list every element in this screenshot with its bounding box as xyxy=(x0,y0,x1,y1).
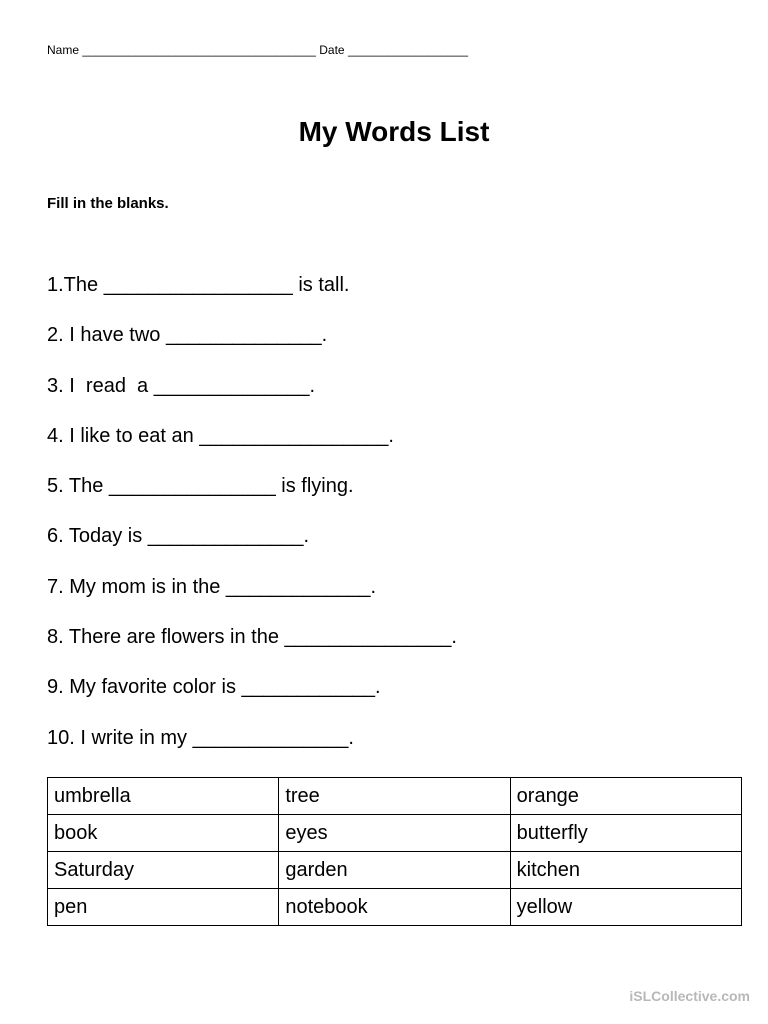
table-row xyxy=(48,889,742,926)
sentence-3: 3. I read a ______________. xyxy=(47,374,316,397)
sentence-2: 2. I have two ______________. xyxy=(47,324,328,347)
sentence-8: 8. There are flowers in the _______________. xyxy=(47,626,457,649)
sentence-6: 6. Today is ______________. xyxy=(47,525,310,548)
word-bank-table xyxy=(47,777,742,926)
sentence-10: 10. I write in my ______________. xyxy=(47,726,354,749)
word-cell: tree xyxy=(279,778,510,815)
sentence-4: 4. I like to eat an _________________. xyxy=(47,424,394,447)
word-cell: eyes xyxy=(279,815,510,852)
word-cell: kitchen xyxy=(510,852,741,889)
name-date-line: Name ___________________________________ Date __________________ xyxy=(47,43,469,57)
sentence-5: 5. The _______________ is flying. xyxy=(47,475,354,498)
sentence-9: 9. My favorite color is ____________. xyxy=(47,676,381,699)
word-cell: butterfly xyxy=(510,815,741,852)
word-cell: book xyxy=(48,815,279,852)
sentence-7: 7. My mom is in the _____________. xyxy=(47,575,377,598)
word-cell: yellow xyxy=(510,889,741,926)
word-cell: Saturday xyxy=(48,852,279,889)
word-cell: garden xyxy=(279,852,510,889)
word-cell: pen xyxy=(48,889,279,926)
instructions: Fill in the blanks. xyxy=(47,195,169,212)
word-cell: orange xyxy=(510,778,741,815)
table-row xyxy=(48,778,742,815)
worksheet-title: My Words List xyxy=(298,116,490,147)
word-cell: notebook xyxy=(279,889,510,926)
sentence-list xyxy=(47,270,457,773)
word-cell: umbrella xyxy=(48,778,279,815)
table-row xyxy=(48,815,742,852)
table-row xyxy=(48,852,742,889)
watermark: iSLCollective.com xyxy=(629,988,750,1004)
sentence-1: 1.The _________________ is tall. xyxy=(47,274,350,296)
